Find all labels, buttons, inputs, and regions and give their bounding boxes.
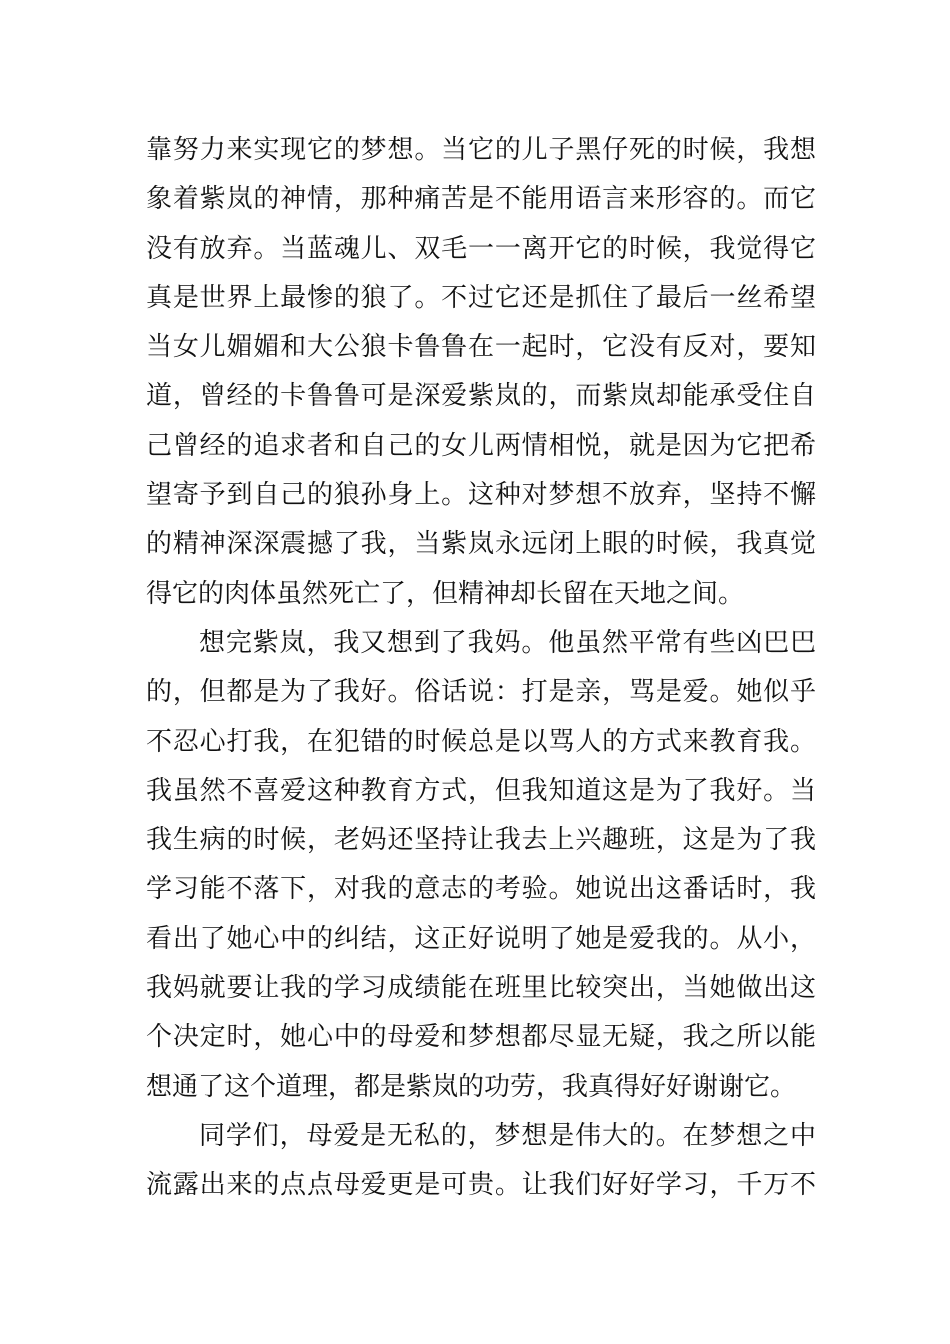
paragraph-2-line-2: 的，但都是为了我好。俗话说：打是亲，骂是爱。她似乎 xyxy=(146,677,816,708)
paragraph-1-line-9: 的精神深深震撼了我，当紫岚永远闭上眼的时候，我真觉 xyxy=(146,529,816,560)
paragraph-1-line-1: 靠努力来实现它的梦想。当它的儿子黑仔死的时候，我想 xyxy=(146,135,816,165)
paragraph-1-line-2: 象着紫岚的神情，那种痛苦是不能用语言来形容的。而它 xyxy=(146,184,816,215)
paragraph-1-line-5: 当女儿媚媚和大公狼卡鲁鲁在一起时，它没有反对，要知 xyxy=(146,332,816,363)
paragraph-2-line-10: 想通了这个道理，都是紫岚的功劳，我真得好好谢谢它。 xyxy=(146,1071,797,1102)
paragraph-2-line-1: 想完紫岚，我又想到了我妈。他虽然平常有些凶巴巴 xyxy=(199,627,816,658)
paragraph-1-line-3: 没有放弃。当蓝魂儿、双毛一一离开它的时候，我觉得它 xyxy=(146,233,816,264)
paragraph-2-line-5: 我生病的时候，老妈还坚持让我去上兴趣班，这是为了我 xyxy=(146,825,816,856)
paragraph-3-line-1: 同学们，母爱是无私的，梦想是伟大的。在梦想之中 xyxy=(199,1120,816,1151)
paragraph-2-line-7: 看出了她心中的纠结，这正好说明了她是爱我的。从小， xyxy=(146,923,816,954)
document-body xyxy=(146,126,816,1211)
paragraph-2-line-6: 学习能不落下，对我的意志的考验。她说出这番话时，我 xyxy=(146,874,816,905)
paragraph-1-line-4: 真是世界上最惨的狼了。不过它还是抓住了最后一丝希望 xyxy=(146,282,816,313)
paragraph-2-line-3: 不忍心打我，在犯错的时候总是以骂人的方式来教育我。 xyxy=(146,726,816,757)
paragraph-1-line-10: 得它的肉体虽然死亡了，但精神却长留在天地之间。 xyxy=(146,578,745,609)
paragraph-1-line-7: 己曾经的追求者和自己的女儿两情相悦，就是因为它把希 xyxy=(146,430,816,461)
paragraph-2-line-8: 我妈就要让我的学习成绩能在班里比较突出，当她做出这 xyxy=(146,973,816,1004)
paragraph-2-line-4: 我虽然不喜爱这种教育方式，但我知道这是为了我好。当 xyxy=(146,775,816,806)
paragraph-2-line-9: 个决定时，她心中的母爱和梦想都尽显无疑，我之所以能 xyxy=(146,1022,816,1053)
paragraph-1-line-8: 望寄予到自己的狼孙身上。这种对梦想不放弃，坚持不懈 xyxy=(146,480,816,511)
paragraph-3-line-2: 流露出来的点点母爱更是可贵。让我们好好学习，千万不 xyxy=(146,1170,816,1201)
paragraph-1-line-6: 道，曾经的卡鲁鲁可是深爱紫岚的，而紫岚却能承受住自 xyxy=(146,381,816,412)
